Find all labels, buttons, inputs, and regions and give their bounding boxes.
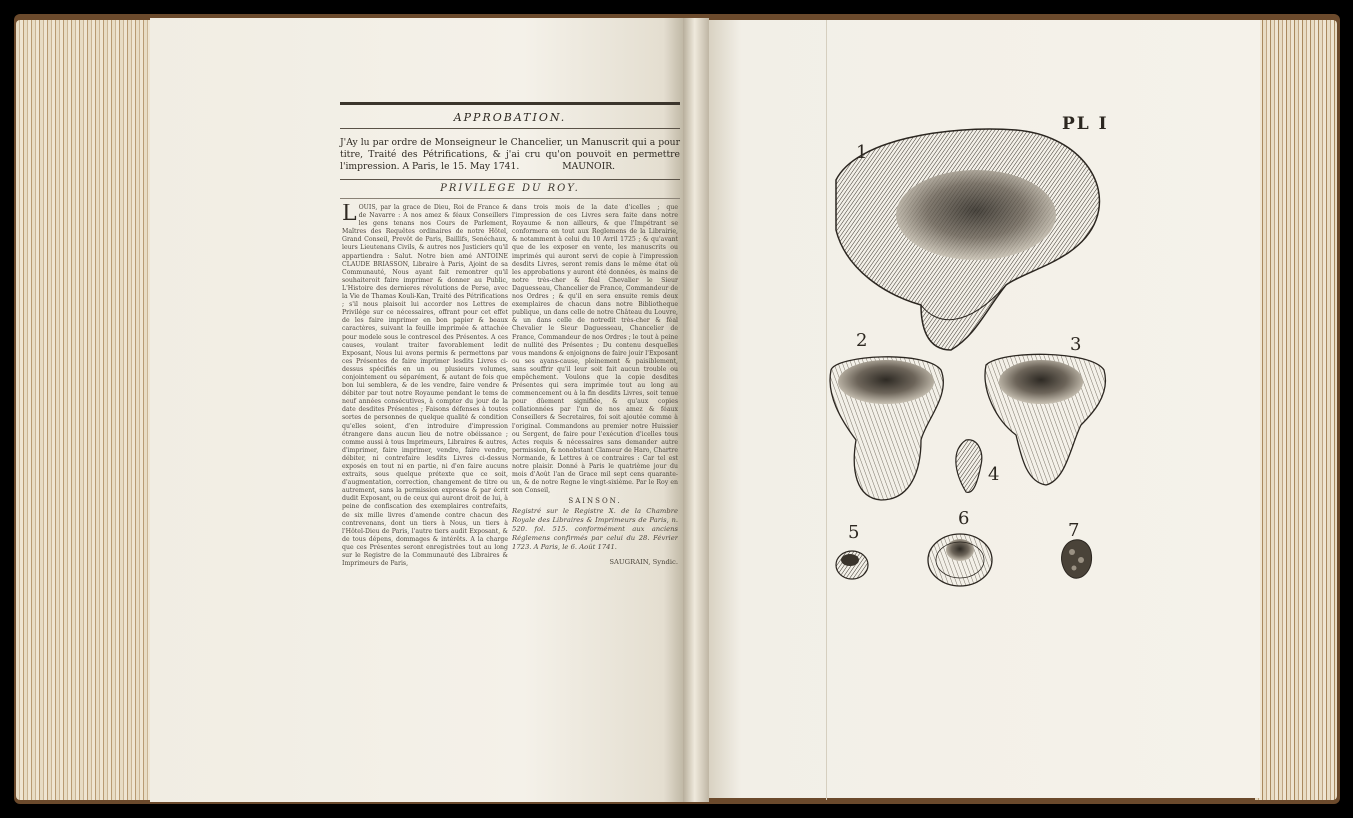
figure-4-horn-coral bbox=[956, 440, 982, 493]
header-rule bbox=[340, 102, 680, 105]
approbation-body: J'Ay lu par ordre de Monseigneur le Chancelier, un Manuscrit qui a pour titre, Traité des Pétrifications, & j'ai cru qu'on pouvoit en permettre l'impression. A Paris, le 15. May 1741. bbox=[340, 137, 680, 172]
privilege-rule-top bbox=[340, 179, 680, 180]
figure-number-6: 6 bbox=[958, 508, 970, 529]
privilege-column-right bbox=[512, 204, 678, 640]
privilege-text-left: OUIS, par la grace de Dieu, Roi de France & de Navarre : A nos amez & féaux Conseillers les gens tenans nos Cours de Parlement, Maîtres des Requêtes ordinaires de notre Hôtel, Grand Conseil, Prevôt de Paris, Baillifs, Senéchaux, leurs Lieutenans Civils, & autres nos Justiciers qu'il appartiendra : Salut. Notre bien amé ANTOINE CLAUDE BRIASSON, Libraire à Paris, Ajoint de sa Communauté, Nous ayant fait remontrer qu'il souhaiteroit faire imprimer & donner au Public, L'Histoire des dernieres révolutions de Perse, avec la Vie de Thamas Kouli-Kan, Traité des Pétrifications ; s'il nous plaisoit lui accorder nos Lettres de Privilége sur ce nécessaires, offrant pour cet effet de les faire imprimer en bon papier & beaux caractères, suivant la feuille imprimée & attachée pour modele sous le contrescel des Présentes. A ces causes, voulant traiter favorablement ledit Exposant, Nous lui avons permis & permettons par ces Présentes de faire imprimer lesdits Livres ci-dessus spécifiés en un ou plusieurs volumes, conjointement ou séparément, & autant de fois que bon lui semblera, & de les vendre, faire vendre & débiter par tout notre Royaume pendant le tems de neuf années consécutives, à compter du jour de la date desdites Présentes ; Faisons défenses à toutes sortes de personnes de quelque qualité & condition qu'elles soient, d'en introduire d'impression étrangere dans aucun lieu de notre obéissance ; comme aussi à tous Imprimeurs, Libraires & autres, d'imprimer, faire imprimer, vendre, faire vendre, débiter, ni contrefaire lesdits Livres ci-dessus exposés en tout ni en partie, ni d'en faire aucuns extraits, sous quelque prétexte que ce soit, d'augmentation, correction, changement de titre ou autrement, sans la permission expresse & par écrit dudit Exposant, ou de ceux qui auront droit de lui, à peine de confiscation des exemplaires contrefaits, de six mille livres d'amende contre chacun des contrevenans, dont un tiers à Nous, un tiers à l'Hôtel-Dieu de Paris, l'autre tiers audit Exposant, & de tous dépens, dommages & intérêts. A la charge que ces Présentes seront enregistrées tout au long sur le Registre de la Communauté des Libraires & Imprimeurs de Paris, bbox=[342, 204, 508, 568]
privilege-column-left bbox=[342, 204, 508, 636]
figure-number-4: 4 bbox=[988, 464, 1000, 485]
privilege-text-right: dans trois mois de la date d'icelles ; que l'impression de ces Livres sera faite dans notre Royaume & non ailleurs, & que l'Impétrant se conformera en tout aux Reglemens de la Librairie, & notamment à celui du 10 Avril 1725 ; & qu'avant que de les exposer en vente, les manuscrits ou imprimés qui auront servi de copie à l'impression desdits Livres, seront remis dans le même état où les approbations y auront été données, ès mains de notre très-cher & féal Chevalier le Sieur Daguesseau, Chancelier de France, Commandeur de nos Ordres ; & qu'il en sera ensuite remis deux exemplaires de chacun dans notre Bibliotheque publique, un dans celle de notre Château du Louvre, & un dans celle de notredit très-cher & féal Chevalier le Sieur Daguesseau, Chancelier de France, Commandeur de nos Ordres ; le tout à peine de nullité des Présentes ; Du contenu desquelles vous mandons & enjoignons de faire jouir l'Exposant ou ses ayans-cause, pleinement & paisiblement, sans souffrir qu'il leur soit fait aucun trouble ou empêchement. Voulons que la copie desdites Présentes qui sera imprimée tout au long au commencement ou à la fin desdits Livres, soit tenue pour dûement signifiée, & qu'aux copies collationnées par l'un de nos amez & féaux Conseillers & Secretaires, foi soit ajoutée comme à l'original. Commandons au premier notre Huissier ou Sergent, de faire pour l'exécution d'icelles tous Actes requis & nécessaires sans demander autre permission, & nonobstant Clameur de Haro, Chartre Normande, & Lettres à ce contraires : Car tel est notre plaisir. Donné à Paris le quatrième jour du mois d'Août l'an de Grace mil sept cens quarante-un, & de notre Regne le vingt-sixième. Par le Roy en son Conseil, bbox=[512, 204, 678, 495]
figure-number-2: 2 bbox=[856, 330, 868, 351]
figure-number-5: 5 bbox=[848, 522, 860, 543]
privilege-rule bbox=[340, 198, 680, 199]
figure-5-small-coral bbox=[836, 551, 868, 579]
syndic-signature: SAUGRAIN, Syndic. bbox=[609, 558, 678, 567]
book-gutter bbox=[683, 18, 709, 802]
figure-7-nodule-coral bbox=[1062, 540, 1092, 579]
figure-number-3: 3 bbox=[1070, 334, 1082, 355]
approbation-signature: MAUNOIR. bbox=[562, 161, 616, 172]
approbation-rule bbox=[340, 128, 680, 129]
figure-2-cup-coral bbox=[830, 357, 943, 500]
fossil-engraving-plate bbox=[826, 120, 1126, 600]
approbation-text bbox=[340, 137, 680, 173]
figure-3-cup-coral bbox=[985, 354, 1105, 485]
left-page-edges bbox=[16, 20, 152, 800]
drop-cap: L bbox=[342, 204, 357, 226]
figure-6-disc-coral bbox=[928, 534, 992, 586]
figure-number-1: 1 bbox=[856, 142, 868, 163]
figure-number-7: 7 bbox=[1068, 520, 1080, 541]
privilege-title: PRIVILEGE DU ROY. bbox=[440, 183, 580, 194]
figure-1-large-coral bbox=[836, 129, 1099, 350]
registration-note: Registré sur le Registre X. de la Chambre Royale des Libraires & Imprimeurs de Paris, n. 520. fol. 515. conformément aux anciens Réglemens confirmés par celui du 28. Février 1723. A Paris, le 6. Août 1741. bbox=[512, 507, 678, 552]
privilege-signature: SAINSON. bbox=[568, 497, 622, 506]
right-page-edges bbox=[1255, 20, 1337, 800]
approbation-title: APPROBATION. bbox=[453, 111, 567, 124]
plate-label: PL I bbox=[1062, 114, 1109, 134]
